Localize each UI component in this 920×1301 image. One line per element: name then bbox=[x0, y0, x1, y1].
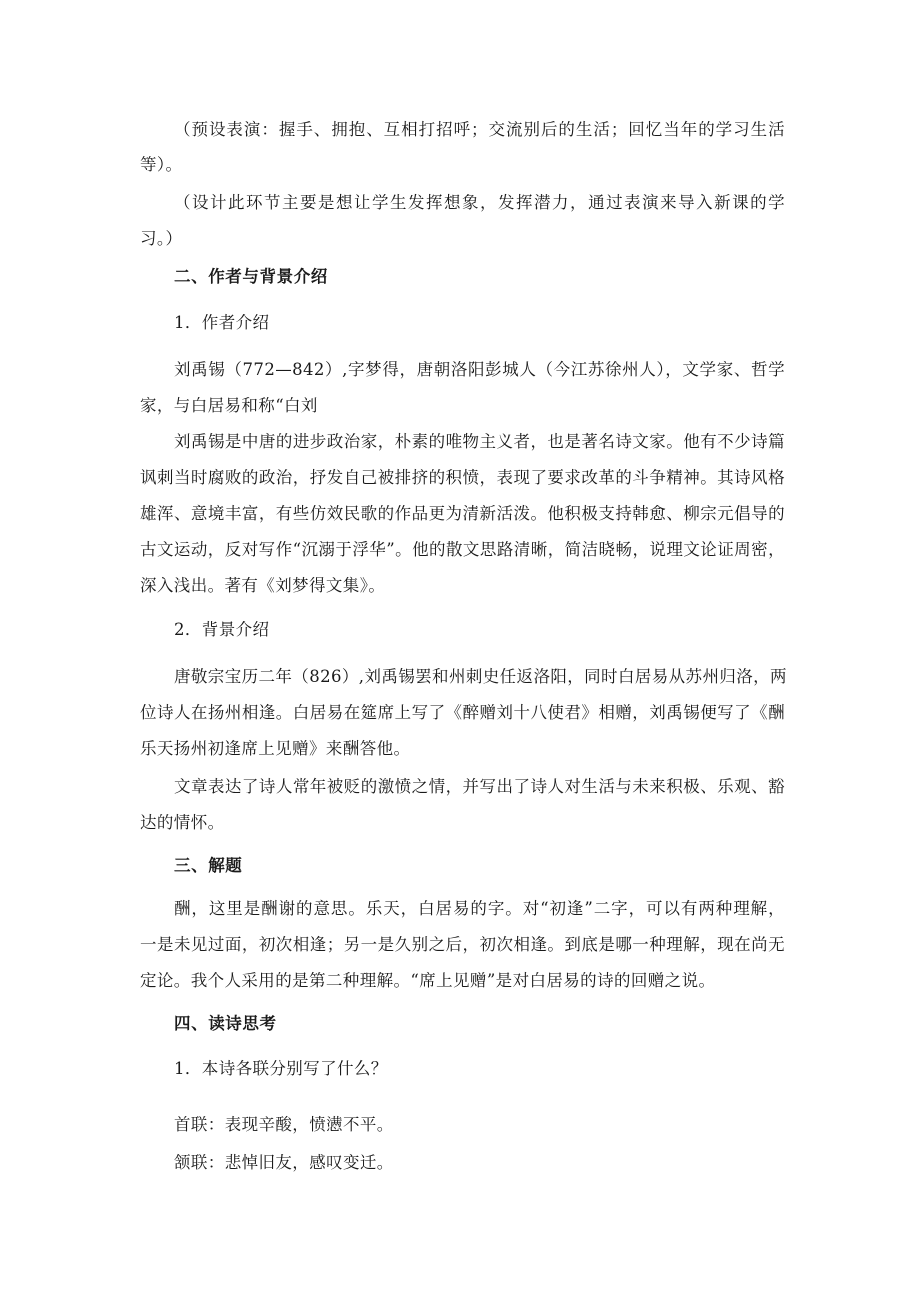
paragraph-line: （预设表演：握手、拥抱、互相打招呼；交流别后的生活；回忆当年的学习生活 bbox=[174, 120, 785, 139]
paragraph-line: 深入浅出。著有《刘梦得文集》。 bbox=[140, 576, 386, 595]
paragraph-line: （设计此环节主要是想让学生发挥想象，发挥潜力，通过表演来导入新课的学 bbox=[174, 193, 785, 212]
paragraph-line: 乐天扬州初逢席上见赠》来酬答他。 bbox=[140, 739, 411, 758]
paragraph-line: 达的情怀。 bbox=[140, 813, 225, 832]
paragraph-line: 酬，这里是酬谢的意思。乐天，白居易的字。对“初逢”二字，可以有两种理解， bbox=[174, 899, 785, 918]
subsection-heading: 2．背景介绍 bbox=[174, 620, 270, 639]
section-heading: 二、作者与背景介绍 bbox=[174, 267, 328, 286]
paragraph-line: 颔联：悲悼旧友，感叹变迁。 bbox=[174, 1153, 394, 1172]
paragraph-line: 首联：表现辛酸，愤懑不平。 bbox=[174, 1115, 394, 1134]
paragraph-line: 刘禹锡是中唐的进步政治家，朴素的唯物主义者，也是著名诗文家。他有不少诗篇 bbox=[174, 432, 785, 451]
paragraph-line: 刘禹锡（772—842）,字梦得，唐朝洛阳彭城人（今江苏徐州人），文学家、哲学 bbox=[174, 360, 785, 379]
section-heading: 三、解题 bbox=[174, 856, 243, 875]
paragraph-line: 等）。 bbox=[140, 155, 183, 174]
paragraph-line: 定论。我个人采用的是第二种理解。“席上见赠”是对白居易的诗的回赠之说。 bbox=[140, 971, 716, 990]
paragraph-line: 家，与白居易和称“白刘 bbox=[140, 396, 318, 415]
paragraph-line: 讽刺当时腐败的政治，抒发自己被排挤的积愤，表现了要求改革的斗争精神。其诗风格 bbox=[140, 468, 785, 487]
paragraph-line: 位诗人在扬州相逢。白居易在筵席上写了《醉赠刘十八使君》相赠，刘禹锡便写了《酬 bbox=[140, 703, 785, 722]
paragraph-line: 文章表达了诗人常年被贬的激愤之情，并写出了诗人对生活与未来积极、乐观、豁 bbox=[174, 777, 785, 796]
paragraph-line: 唐敬宗宝历二年（826）,刘禹锡罢和州刺史任返洛阳，同时白居易从苏州归洛，两 bbox=[174, 667, 787, 686]
paragraph-line: 一是未见过面，初次相逢；另一是久别之后，初次相逢。到底是哪一种理解，现在尚无 bbox=[140, 935, 785, 954]
subsection-heading: 1．本诗各联分别写了什么？ bbox=[174, 1059, 388, 1078]
section-heading: 四、读诗思考 bbox=[174, 1014, 277, 1033]
paragraph-line: 雄浑、意境丰富，有些仿效民歌的作品更为清新活泼。他积极支持韩愈、柳宗元倡导的 bbox=[140, 504, 785, 523]
subsection-heading: 1．作者介绍 bbox=[174, 313, 270, 332]
paragraph-line: 古文运动，反对写作“沉溺于浮华”。他的散文思路清晰，简洁晓畅，说理文论证周密， bbox=[140, 540, 785, 559]
paragraph-line: 习。） bbox=[140, 229, 183, 248]
